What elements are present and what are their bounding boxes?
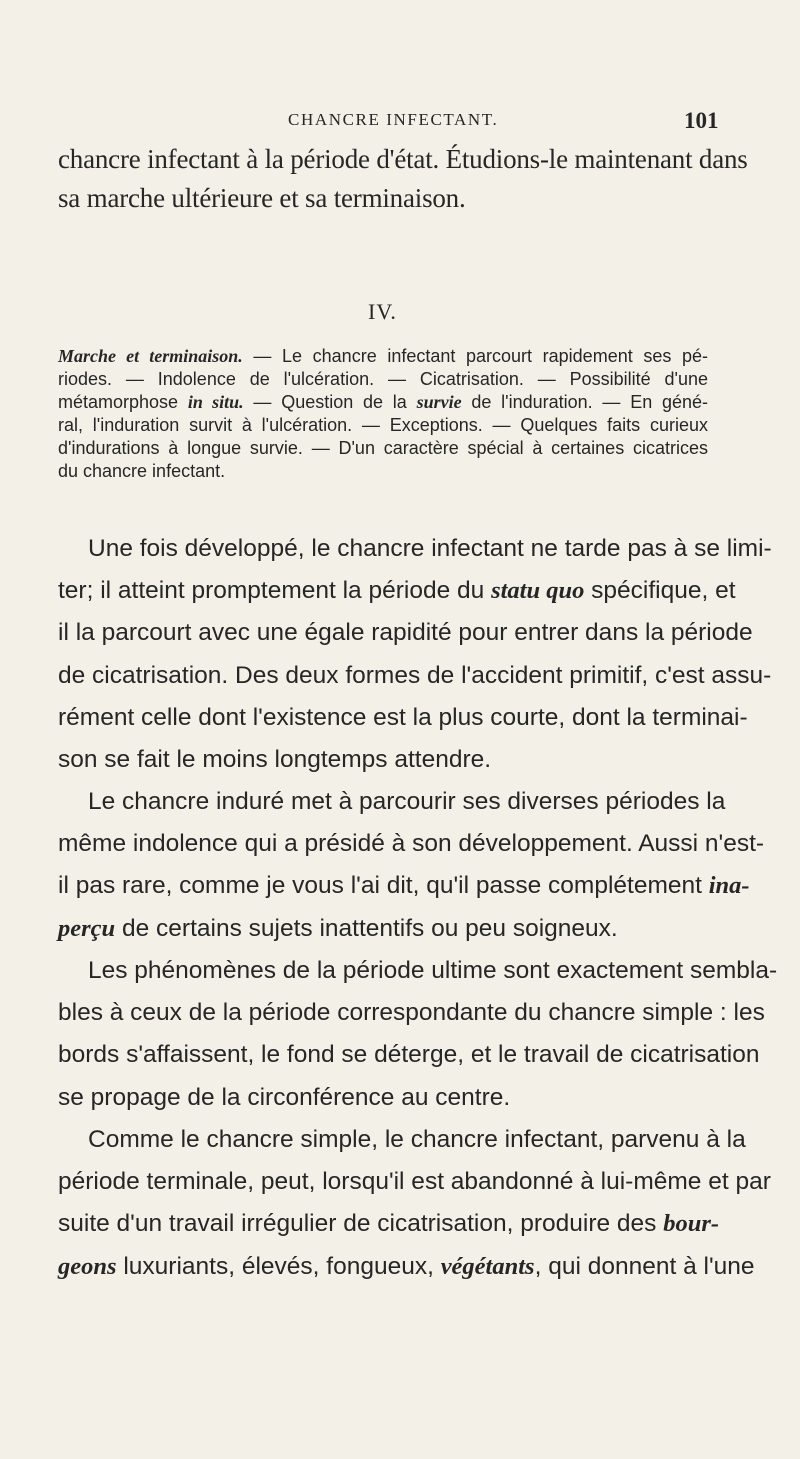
- summary-line: [58, 414, 708, 437]
- italic-text: in situ.: [187, 392, 244, 412]
- text-run: , qui donnent à l'une: [534, 1252, 755, 1280]
- text-run: période terminale, peut, lorsqu'il est abandonné à lui-même et par: [58, 1168, 771, 1196]
- section-summary: [58, 345, 708, 483]
- text-run: même indolence qui a présidé à son développement. Aussi n'est-: [58, 830, 765, 858]
- paragraph-1-line: [58, 612, 753, 654]
- text-run: — Question de la: [243, 392, 417, 412]
- running-head: [0, 108, 800, 134]
- section-number: IV.: [368, 299, 397, 324]
- text-run: se propage de la circonférence au centre.: [58, 1083, 511, 1111]
- paragraph-1-line: [58, 739, 710, 781]
- text-run: de certains sujets inattentifs ou peu soigneux.: [115, 914, 618, 942]
- italic-text: statu quo: [491, 577, 585, 605]
- text-run: riodes. — Indolence de l'ulcération. — Cicatrisation. — Possibilité d'une: [58, 369, 708, 389]
- text-run: métamorphose: [58, 392, 188, 412]
- paragraph-1: [58, 528, 772, 781]
- text-run: Le chancre induré met à parcourir ses diverses périodes la: [88, 788, 726, 815]
- paragraph-4-line: [58, 1161, 771, 1203]
- paragraph-3: [58, 950, 778, 1119]
- italic-text: bour-: [663, 1210, 720, 1238]
- italic-text: geons: [58, 1252, 117, 1280]
- text-run: bles à ceux de la période correspondante du chancre simple : les: [58, 999, 765, 1027]
- paragraph-2-line: [58, 908, 710, 950]
- text-run: du chancre infectant.: [58, 461, 226, 481]
- paragraph-1-line: [58, 697, 748, 739]
- intro-line-2: sa marche ultérieure et sa terminaison.: [58, 183, 466, 213]
- paragraph-3-line: [58, 1034, 760, 1076]
- text-run: Comme le chancre simple, le chancre infectant, parvenu à la: [88, 1126, 746, 1153]
- paragraph-2-line: [58, 823, 765, 865]
- text-run: — Le chancre infectant parcourt rapidement ses pé-: [242, 346, 708, 366]
- italic-text: survie: [416, 392, 462, 412]
- text-run: bords s'affaissent, le fond se déterge, et le travail de cicatrisation: [58, 1041, 760, 1069]
- paragraph-1-line: [58, 570, 736, 612]
- paragraph-4: [58, 1119, 771, 1288]
- italic-text: Marche et terminaison.: [58, 346, 243, 366]
- summary-line: [58, 368, 708, 391]
- intro-line-1: chancre infectant à la période d'état. Étudions-le maintenant dans: [58, 144, 748, 174]
- text-run: ral, l'induration survit à l'ulcération. — Exceptions. — Quelques faits curieux: [58, 415, 708, 435]
- italic-text: perçu: [58, 914, 116, 942]
- summary-line: [58, 437, 708, 460]
- italic-text: végétants: [440, 1252, 535, 1280]
- summary-line: [58, 345, 708, 368]
- summary-line: [58, 460, 708, 483]
- text-run: d'indurations à longue survie. — D'un caractère spécial à certaines cicatrices: [58, 438, 708, 458]
- paragraph-1-line: [58, 528, 772, 570]
- page-number: 101: [684, 108, 719, 133]
- paragraph-1-line: [58, 655, 772, 697]
- text-run: suite d'un travail irrégulier de cicatrisation, produire des: [58, 1210, 664, 1238]
- paragraph-3-line: [58, 950, 778, 992]
- text-run: il la parcourt avec une égale rapidité pour entrer dans la période: [58, 619, 753, 647]
- text-run: rément celle dont l'existence est la plus courte, dont la terminai-: [58, 703, 748, 731]
- text-run: spécifique, et: [584, 577, 736, 605]
- text-run: de cicatrisation. Des deux formes de l'accident primitif, c'est assu-: [58, 661, 772, 689]
- italic-text: ina-: [708, 872, 750, 900]
- paragraph-2-line: [58, 781, 726, 823]
- summary-line: [58, 391, 708, 414]
- text-run: Les phénomènes de la période ultime sont exactement sembla-: [88, 957, 778, 984]
- paragraph-2-line: [58, 865, 750, 907]
- paragraph-4-line: [58, 1203, 720, 1245]
- paragraph-4-line: [58, 1246, 755, 1288]
- paragraph-3-line: [58, 1077, 710, 1119]
- running-title: CHANCRE INFECTANT.: [288, 110, 499, 129]
- text-run: luxuriants, élevés, fongueux,: [116, 1252, 441, 1280]
- text-run: son se fait le moins longtemps attendre.: [58, 745, 492, 773]
- paragraph-2: [58, 781, 765, 950]
- paragraph-4-line: [58, 1119, 746, 1161]
- text-run: de l'induration. — En géné-: [461, 392, 709, 412]
- text-run: ter; il atteint promptement la période du: [58, 577, 492, 605]
- paragraph-3-line: [58, 992, 765, 1034]
- text-run: il pas rare, comme je vous l'ai dit, qu'il passe complétement: [58, 872, 709, 900]
- text-run: Une fois développé, le chancre infectant ne tarde pas à se limi-: [88, 535, 772, 562]
